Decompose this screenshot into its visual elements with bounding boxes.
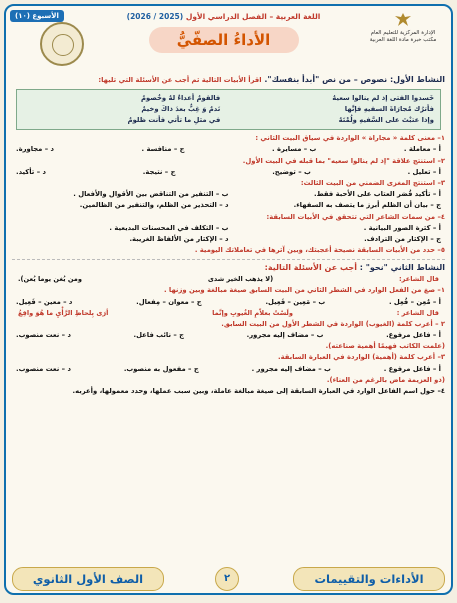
option[interactable]: أ – فاعل مرفوع.: [386, 331, 441, 340]
question-4: ٤– من سمات الشاعر التي تتحقق في الأبيات السابقة:: [266, 212, 445, 221]
options-row: [12, 364, 445, 375]
option[interactable]: ج – نتيجة.: [142, 167, 176, 176]
question-2: ٢– استنتج علاقة "إذ لم ينالوا سعيه" بما قبله في البيت الأول.: [242, 156, 445, 165]
verse-hemistich: أرَى بِلحاظِ الرَّأْيِ ما هُوَ واقِعُ: [18, 308, 109, 317]
header-center: [95, 12, 352, 53]
verse-hemistich: (لا يذهب الخير شدى: [207, 275, 274, 284]
option[interactable]: ج – الإكثار من الترادف.: [364, 235, 441, 244]
task2-question-2: ٢ – أعرب كلمة (الغيوب) الواردة في الشطر الأول من البيت السابق.: [221, 319, 445, 328]
option[interactable]: أ – تعليل .: [407, 167, 441, 176]
task2-question-1: ١– صغ من الفعل الوارد في الشطر الثاني من البيت السابق صيغة مبالغة وبين وزنها .: [163, 286, 445, 295]
ministry-logo: [363, 12, 443, 44]
subject-line: [95, 12, 352, 21]
question-5: ٥– حدد من الأبيات السابقة نصيحة أعجبتك، وبين آثرها في تعاملاتك اليومية .: [194, 246, 445, 255]
poem-hemistich: وإذا عتبْتَ على السَّفيهِ ولُمْتَهُ: [338, 116, 434, 125]
options-row: [12, 297, 445, 308]
poem-line: [23, 104, 434, 115]
options-row: [12, 234, 445, 245]
options-row: [12, 167, 445, 178]
option[interactable]: ب – التكلف في المحسنات البديعية .: [109, 223, 229, 232]
options-row: [12, 144, 445, 155]
options-row: [12, 200, 445, 211]
option[interactable]: ج – مفعول به منصوب.: [123, 364, 199, 373]
option[interactable]: ب – مَعِين – فَعِيل.: [265, 297, 326, 306]
task2-question-4: ٤– حول اسم الفاعل الوارد في العبارة السابقة إلى صيغة مبالغة عاملة، وبين سبب عملها، وحدد معمولها، وأعربه.: [72, 387, 445, 396]
option[interactable]: ج – معوان – مِفعال.: [136, 297, 202, 306]
poem-hemistich: نَدمٌ وَ غِبٌّ بعدَ ذاكَ وخيمُ: [141, 105, 221, 114]
poem-hemistich: فالقومُ أعداءٌ لهُ وخُصومُ: [141, 94, 221, 103]
verse-2: [12, 308, 445, 319]
verse-hemistich: ومن يُغن يوما يُعن).: [18, 275, 82, 284]
option[interactable]: ج – نائب فاعل.: [133, 331, 185, 340]
task2-question-3: ٣– أعرب كلمة (أهمية) الواردة في العبارة السابقة.: [278, 353, 445, 362]
options-row: [12, 330, 445, 341]
poem-line: [23, 93, 434, 104]
option[interactable]: أ – معاملة .: [403, 145, 441, 154]
poem-hemistich: خَسدوا الفتى إذ لم ينالوا سعيهُ: [332, 94, 434, 103]
option[interactable]: د – تأكيد.: [16, 167, 46, 176]
question-3: ٣– استنتج المغزى الضمني من البيت الثالث:: [300, 179, 445, 188]
options-row: [12, 189, 445, 200]
poem-hemistich: فأترُك مُجارَاةَ السفيهِ فإنَّها: [344, 105, 434, 114]
verse-1: [12, 274, 445, 285]
task2-instruction: أجب عن الأسئلة التالية:: [264, 263, 357, 273]
performance-banner: الأداءُ الصفّيُّ: [149, 27, 299, 53]
footer: [10, 566, 447, 590]
option[interactable]: د – نعت منصوب.: [16, 364, 71, 373]
option[interactable]: ب – مسايرة .: [272, 145, 317, 154]
options-row: [12, 223, 445, 234]
option[interactable]: د – الإكثار من الألفاظ الغريبة.: [129, 235, 229, 244]
footer-grade: الصف الأول الثانوي: [12, 567, 164, 591]
poem-box: [16, 89, 441, 130]
page-number: ٢: [215, 567, 239, 591]
task1-instruction: اقرأ الأبيات التالية ثم أجب عن الأسئلة التي تليها:: [98, 76, 262, 84]
school-year: (2025 / 2026): [126, 12, 184, 21]
question-1: ١– معنى كلمة « مجاراة » الواردة في سياق البيت الثاني :: [255, 134, 445, 143]
option[interactable]: ج – منافسة .: [141, 145, 185, 154]
poem-line: [23, 115, 434, 126]
option[interactable]: ب – التنفير من التناقض بين الأقوال والأفعال .: [73, 190, 229, 199]
seal-icon: [40, 22, 84, 66]
task2-heading: [12, 262, 445, 274]
header: [10, 10, 447, 72]
footer-title: الأداءات والتقييمات: [293, 567, 445, 591]
task1-label: النشاط الأول: نصوص – من نص "أبدأ بنفسك".: [264, 75, 445, 84]
content: [12, 74, 445, 397]
option[interactable]: أ – مُعِن – فُعِل .: [388, 297, 441, 306]
task2-label: النشاط الثاني "نحو" :: [359, 263, 445, 273]
option[interactable]: د – التحذير من الظلم، والتنفير من الظالمين.: [79, 201, 229, 210]
option[interactable]: ج – بيان أن الظلم أبرز ما يتصف به السفهاء.: [293, 201, 441, 210]
option[interactable]: ب – مضاف إليه مجرور .: [251, 364, 331, 373]
subject-title: اللغة العربية – الفصل الدراسي الأول: [185, 12, 321, 21]
option[interactable]: د – معين – فَعِيل.: [16, 297, 73, 306]
verse-hemistich: ولَسْتُ بعلاّمِ الغُيوبِ وإنَّما: [212, 308, 293, 317]
option[interactable]: أ – تأكيد قُصَر العتاب على الأحبة فقط.: [314, 190, 441, 199]
option[interactable]: ب – مضاف إليه مجرور.: [246, 331, 324, 340]
poet-label: قال الشاعر :: [396, 308, 439, 317]
example-sentence-4: (ذو العزيمة ماض بالرغم من العناء).: [326, 375, 445, 384]
option[interactable]: د – نعت منصوب.: [16, 331, 71, 340]
task1-heading: [12, 74, 445, 86]
week-badge: الأسبوع (١٠): [10, 10, 64, 22]
option[interactable]: د – مجاورة.: [16, 145, 55, 154]
option[interactable]: أ – فاعل مرفوع .: [383, 364, 441, 373]
eagle-emblem-icon: [393, 12, 413, 28]
ministry-line-1: الإدارة المركزية للتعليم العام: [370, 30, 436, 36]
poet-label: قال الشاعر:: [399, 275, 439, 284]
option[interactable]: ب – توضيح.: [272, 167, 311, 176]
worksheet-page: [4, 4, 453, 595]
poem-hemistich: في مثلِ ما تأتي فأنت ظلومُ: [127, 116, 221, 125]
ministry-line-2: مكتب خبرة مادة اللغة العربية: [369, 36, 437, 43]
option[interactable]: أ – كثرة الصور البيانية .: [363, 223, 441, 232]
example-sentence-3: (علمت الكاتب فهيمًا أهمية صناعته).: [325, 342, 445, 351]
divider: [12, 259, 445, 260]
